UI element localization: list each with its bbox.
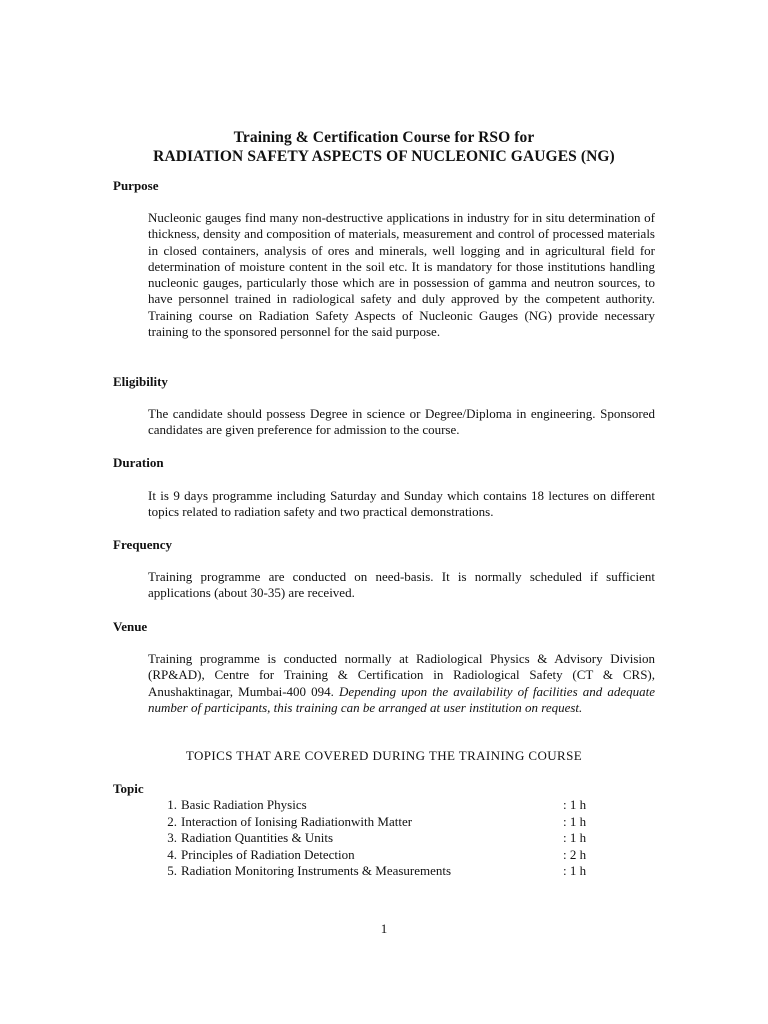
topic-number: 1.	[167, 797, 177, 812]
section-text-eligibility: The candidate should possess Degree in science or Degree/Diploma in engineering. Sponsored candidates are given preference for admission to the course.	[148, 406, 655, 438]
topic-number: 5.	[167, 863, 177, 878]
topic-duration: : 2 h	[563, 846, 587, 862]
section-heading-eligibility: Eligibility	[113, 374, 168, 389]
topic-name: Radiation Monitoring Instruments & Measurements	[181, 863, 452, 878]
section-heading-frequency: Frequency	[113, 537, 172, 552]
topic-name: Basic Radiation Physics	[181, 797, 307, 812]
topic-row	[113, 847, 633, 864]
page-number: 1	[380, 921, 388, 936]
topic-number: 2.	[167, 813, 177, 829]
topic-duration: : 1 h	[563, 863, 587, 878]
section-text-venue	[148, 651, 655, 716]
section-text-frequency: Training programme are conducted on need-basis. It is normally scheduled if sufficient applications (about 30-35) are received.	[148, 569, 655, 601]
topic-duration: : 1 h	[563, 797, 587, 812]
topic-name: Interaction of Ionising Radiationwith Matter	[181, 813, 413, 829]
topic-heading: Topic	[113, 781, 144, 796]
venue-text-regular: Training programme is conducted normally at Radiological Physics & Advisory Division (RP&AD), Centre for Training & Certification in Radiological Safety (CT & CRS), Anushaktinagar, Mumbai-400 094.	[148, 651, 655, 699]
topic-name: Radiation Quantities & Units	[181, 830, 334, 845]
topics-title: TOPICS THAT ARE COVERED DURING THE TRAINING COURSE	[185, 748, 583, 763]
section-heading-venue: Venue	[113, 619, 148, 634]
topic-row	[113, 797, 633, 814]
section-text-purpose: Nucleonic gauges find many non-destructive applications in industry for in situ determination of thickness, density and composition of materials, measurement and control of processed materials in closed containers, analysis of ores and minerals, well logging and in agricultural field for determination of moisture content in the soil etc. It is mandatory for those institutions handling nucleonic gauges, particularly those which are in possession of gamma and neutron sources, to have personnel trained in radiological safety and duly approved by the competent authority. Training course on Radiation Safety Aspects of Nucleonic Gauges (NG) provide necessary training to the sponsored personnel for the said purpose.	[148, 210, 655, 340]
section-heading-duration: Duration	[113, 455, 164, 470]
topic-row	[113, 814, 633, 831]
section-heading-purpose: Purpose	[113, 178, 159, 193]
topic-number: 3.	[167, 830, 177, 845]
document-title-line1: Training & Certification Course for RSO for	[233, 129, 535, 146]
topic-number: 4.	[167, 846, 177, 862]
document-title-line2: RADIATION SAFETY ASPECTS OF NUCLEONIC GAUGES (NG)	[153, 148, 615, 165]
venue-text-italic: Depending upon the availability of facilities and adequate number of participants, this training can be arranged at user institution on request.	[148, 683, 656, 715]
topic-duration: : 1 h	[563, 813, 587, 829]
topic-name: Principles of Radiation Detection	[181, 846, 355, 862]
section-text-duration: It is 9 days programme including Saturday and Sunday which contains 18 lectures on different topics related to radiation safety and two practical demonstrations.	[148, 488, 655, 520]
topic-row	[113, 830, 633, 847]
topic-duration: : 1 h	[563, 830, 587, 845]
topic-list	[113, 797, 633, 880]
topic-row	[113, 863, 633, 880]
